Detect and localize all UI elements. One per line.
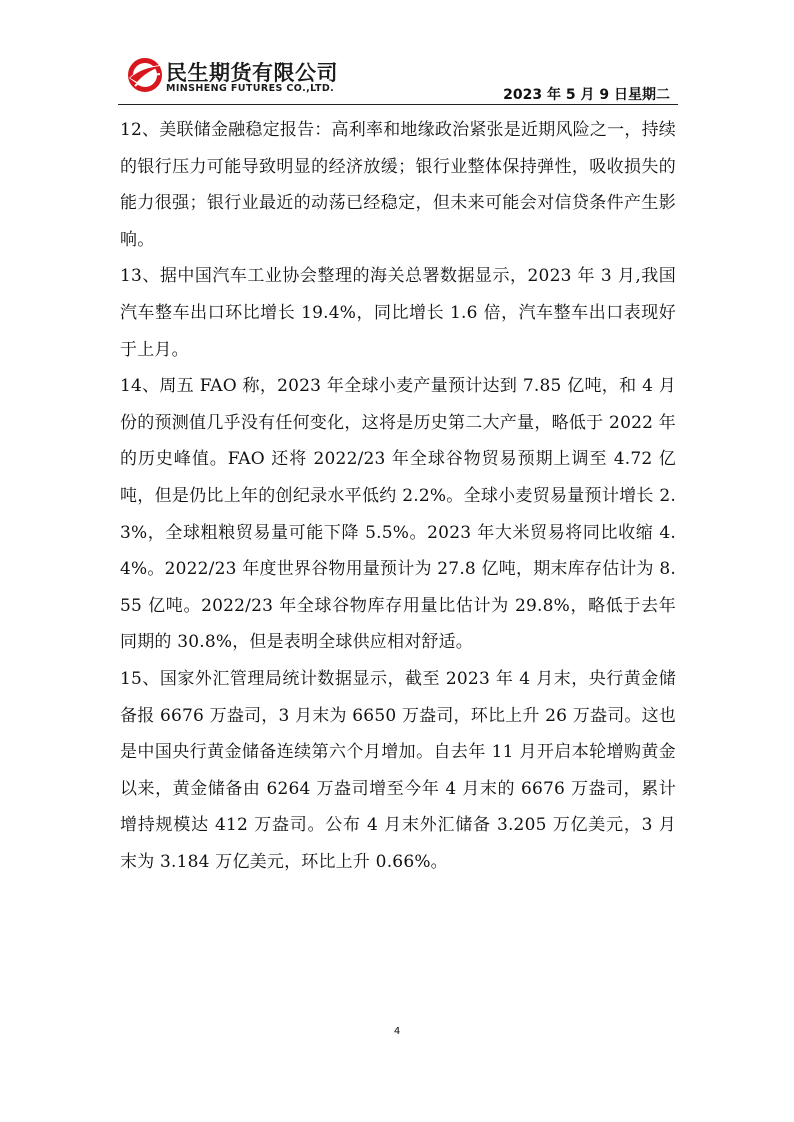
page-header bbox=[0, 0, 794, 110]
company-name-cn: 民生期货有限公司 bbox=[166, 61, 338, 85]
report-body bbox=[120, 112, 676, 880]
paragraph-14: 14、周五 FAO 称，2023 年全球小麦产量预计达到 7.85 亿吨，和 4 月份的预测值几乎没有任何变化，这将是历史第二大产量，略低于 2022 年的历史峰值。FAO 还将 2022/23 年全球谷物贸易预期上调至 4.72 亿吨，但是仍比上年的创纪录水平低约 2.2%。全球小麦贸易量预计增长 2.3%，全球粗粮贸易量可能下降 5.5%。2023 年大米贸易将同比收缩 4.4%。2022/23 年度世界谷物用量预计为 27.8 亿吨，期末库存估计为 8.55 亿吨。2022/23 年全球谷物库存用量比估计为 29.8%，略低于去年同期的 30.8%，但是表明全球供应相对舒适。 bbox=[120, 376, 676, 653]
paragraph-15: 15、国家外汇管理局统计数据显示，截至 2023 年 4 月末，央行黄金储备报 6676 万盎司，3 月末为 6650 万盎司，环比上升 26 万盎司。这也是中国央行黄金储备连续第六个月增加。自去年 11 月开启本轮增购黄金以来，黄金储备由 6264 万盎司增至今年 4 月末的 6676 万盎司，累计增持规模达 412 万盎司。公布 4 月末外汇储备 3.205 万亿美元，3 月末为 3.184 万亿美元，环比上升 0.66%。 bbox=[120, 668, 677, 872]
company-name-en: MINSHENG FUTURES CO.,LTD. bbox=[166, 83, 335, 94]
header-divider bbox=[118, 104, 678, 105]
paragraph-13: 13、据中国汽车工业协会整理的海关总署数据显示，2023 年 3 月,我国汽车整车出口环比增长 19.4%，同比增长 1.6 倍，汽车整车出口表现好于上月。 bbox=[120, 266, 676, 360]
report-date: 2023 年 5 月 9 日星期二 bbox=[503, 87, 670, 103]
paragraph-12: 12、美联储金融稳定报告：高利率和地缘政治紧张是近期风险之一，持续的银行压力可能导致明显的经济放缓；银行业整体保持弹性，吸收损失的能力很强；银行业最近的动荡已经稳定，但未来可能会对信贷条件产生影响。 bbox=[120, 120, 676, 250]
minsheng-logo-icon bbox=[126, 56, 164, 94]
page-number: 4 bbox=[393, 1026, 401, 1037]
company-logo bbox=[126, 56, 366, 102]
